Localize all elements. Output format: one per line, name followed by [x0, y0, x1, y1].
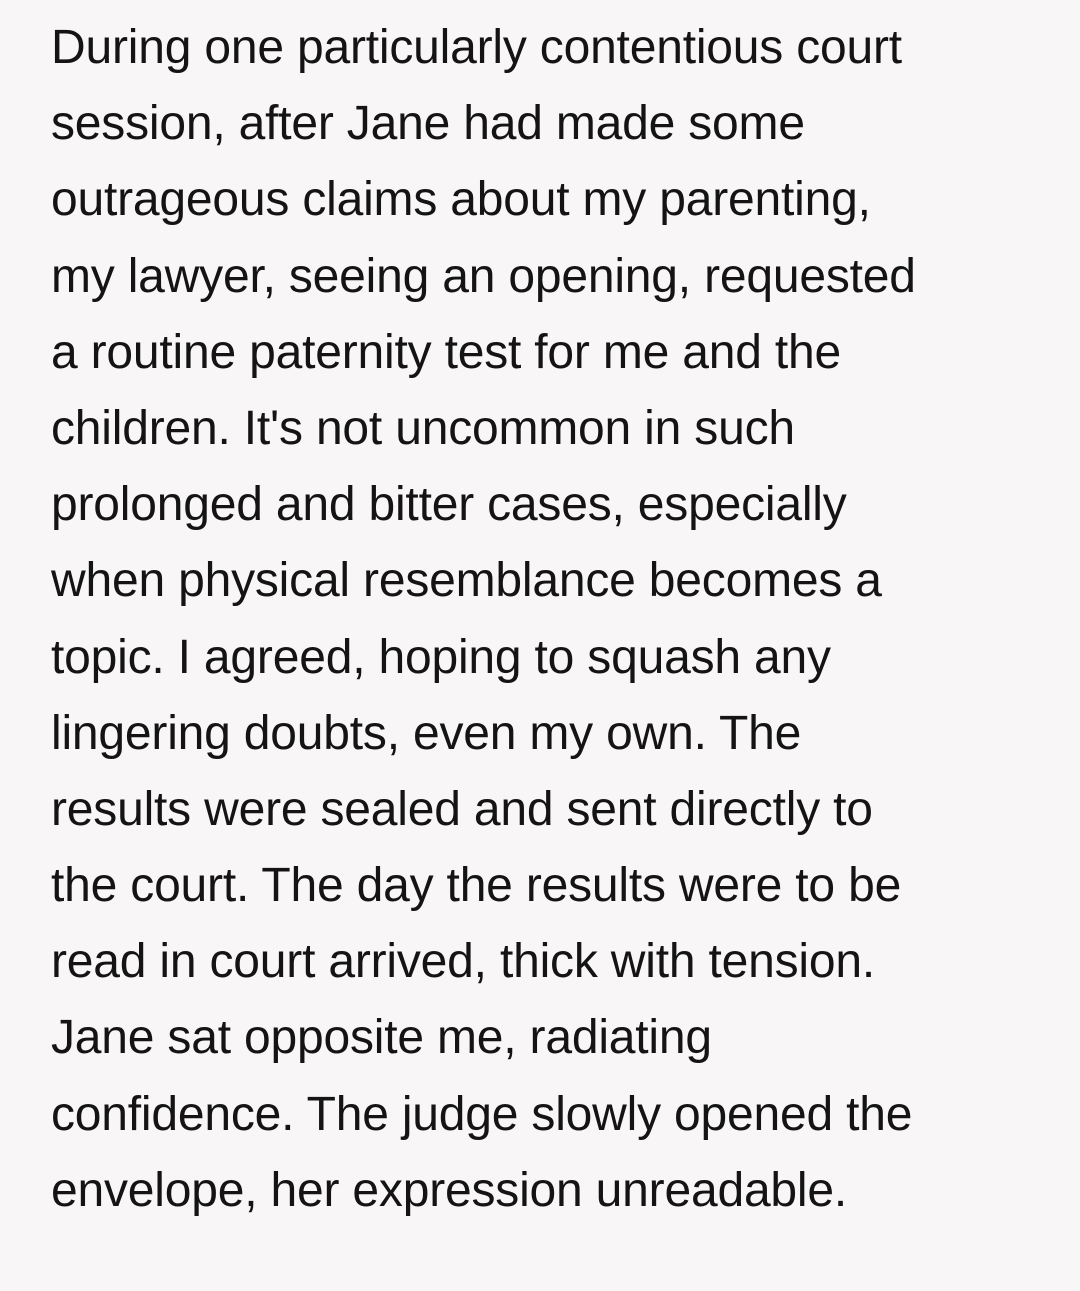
story-line: outrageous claims about my parenting, — [51, 173, 871, 227]
story-line: prolonged and bitter cases, especially — [51, 478, 847, 532]
story-line: lingering doubts, even my own. The — [51, 706, 802, 760]
story-line: read in court arrived, thick with tension. — [51, 935, 875, 989]
story-line: the court. The day the results were to be — [51, 859, 902, 913]
story-line: envelope, her expression unreadable. — [51, 1163, 848, 1217]
story-line: session, after Jane had made some — [51, 97, 805, 151]
story-paragraph — [51, 10, 1061, 1229]
story-line: Jane sat opposite me, radiating — [51, 1011, 712, 1065]
story-line: topic. I agreed, hoping to squash any — [51, 630, 831, 684]
story-line: when physical resemblance becomes a — [51, 554, 882, 608]
story-line: confidence. The judge slowly opened the — [51, 1087, 913, 1141]
story-line: results were sealed and sent directly to — [51, 782, 873, 836]
story-line: my lawyer, seeing an opening, requested — [51, 249, 916, 303]
story-line: children. It's not uncommon in such — [51, 401, 795, 455]
story-line: During one particularly contentious court — [51, 21, 902, 74]
story-line: a routine paternity test for me and the — [51, 325, 841, 379]
